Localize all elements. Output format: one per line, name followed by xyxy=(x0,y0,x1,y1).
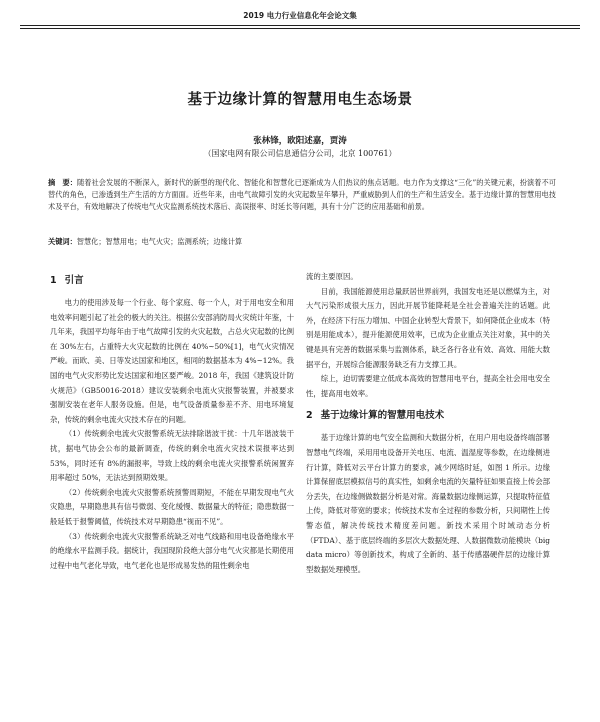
intro-paragraph: 电力的使用涉及每一个行业、每个家庭、每一个人，对于用电安全和用电效率问题引起了社会的极大的关注。根据公安部消防局火灾统计年鉴，十几年来，我国平均每年由于电气故障引发的火灾起数，占总火灾起数的比例在 30%左右，占重特大火灾起数的比例在 40%~50%[1]，电气火灾情况严峻。而欧、美、日等发达国家和地区，相同的数据基本为 4%~12%。我国的电气火灾形势比发达国家和地区要严峻。2018 年，我国《建筑设计防火规范》（GB50016-2018）建议安装剩余电流火灾报警装置，并被要求强制安装在老年人服务设施。但是，电气设备质量参差不齐、用电环境复杂，传统的剩余电流火灾技术存在的问题。 xyxy=(50,298,294,424)
right-column xyxy=(306,270,550,577)
abstract-label: 摘 要： xyxy=(48,178,78,187)
section-2-title: 基于边缘计算的智慧用电技术 xyxy=(320,410,445,422)
issue-1-paragraph: （1）传统剩余电流火灾报警系统无法排除谐波干扰：十几年谐波装干扰，据电气协会公布的最新调查，传统的剩余电流火灾技术误报率达到 53%，同时还有 8%的漏报率，导致上线的剩余电流火灾报警系统闲置弃用率超过 50%，无法达到预期效果。 xyxy=(50,429,294,483)
keywords-text: 智慧化；智慧用电；电气火灾；监测系统；边缘计算 xyxy=(76,237,243,246)
section-2-heading xyxy=(306,409,550,423)
left-column xyxy=(50,270,294,573)
edge-computing-paragraph: 基于边缘计算的电气安全监测和大数据分析，在用户用电设备终端部署智慧电气终端，采用用电设备开关电压、电流、温湿度等参数，在边缘侧进行计算，降低对云平台计算力的要求，减少网络时延，如图 1 所示。边缘计算保留底层模拟信号的真实性，如剩余电流的矢量特征如果直接上传会部分丢失，在边缘侧做数据分析是对常。海量数据边缘侧运算，只提取特征值上传，降低对带宽的要求；传统技术发布全过程的参数分析，只间期性上传警态值，解决传统技术精度差问题。新技术采用个时域动态分析（FTDA）、基于底层终端的多层次大数据处理、人数据微数动能模块（big data micro）等创新技术，构成了全新的、基于传感器硬件层的边缘计算型数据处理模型。 xyxy=(306,433,550,574)
section-1-number: 1 xyxy=(50,275,57,286)
keywords-label: 关键词： xyxy=(48,237,77,246)
section-1-title: 引言 xyxy=(64,275,84,286)
keywords xyxy=(48,236,556,247)
section-1-heading xyxy=(50,274,294,288)
summary-paragraph: 综上，迫切需要建立低成本高效的智慧用电平台，提高全社会用电安全性，提高用电效率。 xyxy=(306,374,550,398)
abstract xyxy=(48,177,556,213)
paper-title: 基于边缘计算的智慧用电生态场景 xyxy=(187,92,413,108)
issue-2-paragraph: （2）传统剩余电流火灾报警系统预警周期短，不能在早期发现电气火灾隐患，早期隐患具有信号微弱、变化缓慢、数据量大的特征；隐患数据一般延低于报警阈值，传统技术对早期隐患“视而不见”。 xyxy=(50,487,294,526)
abstract-text: 随着社会发展的不断深入，新时代的新型的现代化、智能化和智慧化已逐渐成为人们热议的焦点话题。电力作为支撑这“三化”的关键元素，扮演着不可替代的角色，已渗透到生产生活的方方面面。近些年来，由电气故障引发的火灾起数呈年攀升，严重威胁到人们的生产和生活安全。基于边缘计算的智慧用电技术及平台，有效地解决了传统电气火灾监测系统技术落后、高误报率、时延长等问题，具有十分广泛的应用基础和前景。 xyxy=(48,178,556,211)
paper-authors: 张林锋，欧阳述嘉，贾涛 xyxy=(253,136,347,146)
issue-3-paragraph: （3）传统剩余电流火灾报警系统缺乏对电气线路和用电设备绝缘水平的绝缘水平监测手段。据统计，我国现阶段绝大部分电气火灾都是长期使用过程中电气老化导致，电气老化也是形成易发热的阻性剩余电 xyxy=(50,531,294,570)
continued-paragraph: 流的主要原因。 xyxy=(306,272,358,281)
energy-paragraph: 目前，我国能源使用总量跃居世界前列，我国发电还是以燃煤为主，对大气污染形成很大压力，因此开展节能降耗是全社会普遍关注的话题。此外，在经济下行压力增加、中国企业转型大背景下，如何降低企业成本（特别是用能成本），提升能源使用效率，已成为企业重点关注对象，其中的关键是具有完善的数据采集与监测体系，缺乏各行各业有效、高效、用能大数据平台，开展综合能源服务缺乏有力支撑工具。 xyxy=(306,286,550,369)
paper-affiliation: （国家电网有限公司信息通信分公司，北京 100761） xyxy=(203,149,397,158)
section-2-number: 2 xyxy=(306,410,313,422)
running-header: 2019 电力行业信息化年会论文集 xyxy=(20,10,580,26)
